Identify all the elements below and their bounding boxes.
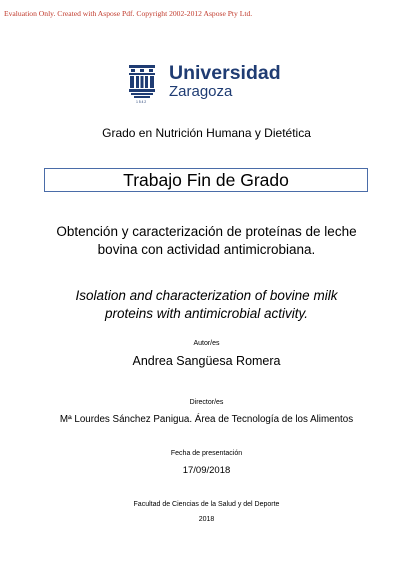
degree-name: Grado en Nutrición Humana y Dietética	[102, 126, 311, 140]
author-name: Andrea Sangüesa Romera	[132, 354, 281, 368]
logo-founded-year: 1542	[136, 100, 147, 104]
english-title	[0, 287, 413, 323]
logo-city: Zaragoza	[169, 83, 233, 100]
director-label: Director/es	[189, 399, 224, 406]
work-type-title: Trabajo Fin de Grado	[44, 168, 368, 192]
presentation-date: 17/09/2018	[182, 465, 231, 476]
presentation-date-label: Fecha de presentación	[170, 450, 243, 457]
english-title-line-2: proteins with antimicrobial activity.	[104, 306, 309, 321]
spanish-title-line-2: bovina con actividad antimicrobiana.	[97, 242, 316, 257]
logo-wordmark: Universidad	[169, 62, 281, 84]
university-logo	[128, 62, 281, 106]
university-emblem-icon	[128, 62, 156, 104]
spanish-title-line-1: Obtención y caracterización de proteínas de leche	[56, 224, 357, 239]
english-title-line-1: Isolation and characterization of bovine milk	[75, 288, 338, 303]
year: 2018	[198, 516, 215, 523]
faculty-name: Facultad de Ciencias de la Salud y del Deporte	[133, 501, 280, 508]
evaluation-watermark: Evaluation Only. Created with Aspose Pdf. Copyright 2002-2012 Aspose Pty Ltd.	[4, 9, 253, 18]
director-name: Mª Lourdes Sánchez Panigua. Área de Tecnología de los Alimentos	[59, 414, 354, 425]
spanish-title	[0, 223, 413, 259]
author-label: Autor/es	[193, 340, 220, 347]
